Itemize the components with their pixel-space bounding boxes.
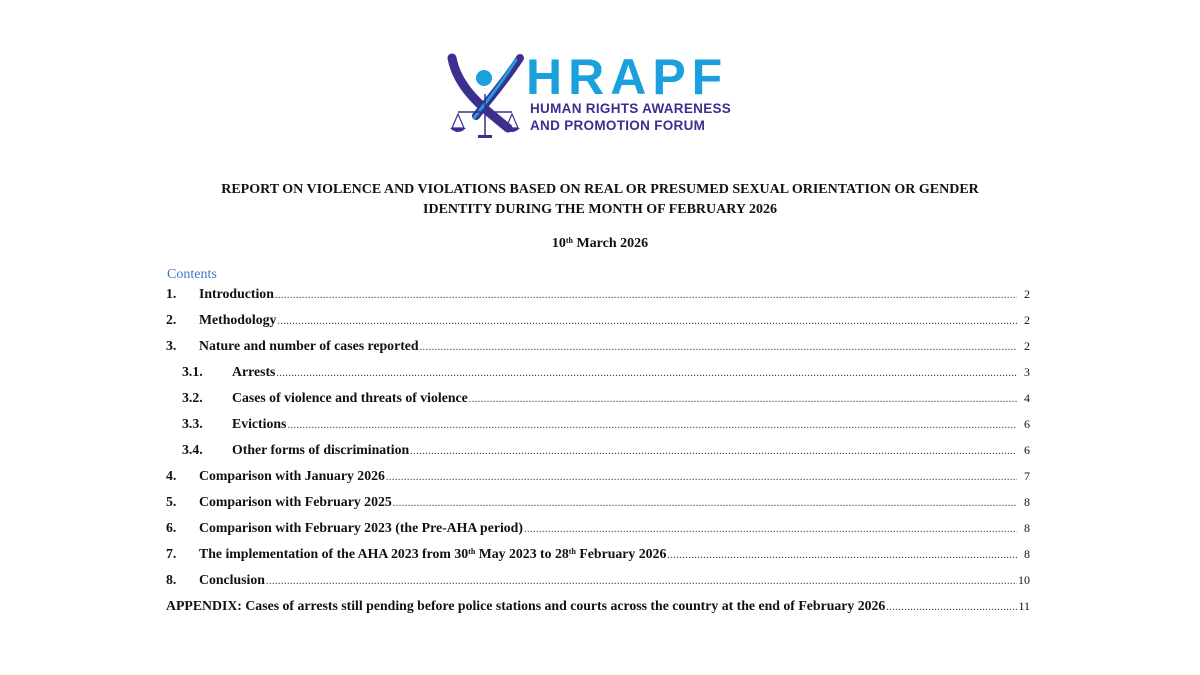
toc-dot-leader: [410, 446, 1017, 457]
toc-item-label: Introduction: [199, 286, 274, 301]
toc-item-implementation-aha[interactable]: [166, 546, 1030, 572]
toc-item-introduction[interactable]: [166, 286, 1030, 312]
toc-item-number: 3.3.: [182, 416, 203, 431]
toc-dot-leader: [386, 472, 1017, 483]
toc-page-number: 10: [1018, 573, 1030, 587]
toc-dot-leader: [287, 420, 1017, 431]
toc-item-number: 4.: [166, 468, 177, 483]
toc-item-violence[interactable]: [166, 390, 1030, 416]
toc-label-part: February 2026: [575, 546, 667, 561]
toc-page-number: 6: [1024, 417, 1030, 431]
toc-label-superscript: th: [468, 547, 476, 556]
toc-item-discrimination[interactable]: [166, 442, 1030, 468]
toc-page-number: 6: [1024, 443, 1030, 457]
toc-label-superscript: th: [568, 547, 576, 556]
toc-item-label: Nature and number of cases reported: [199, 338, 419, 353]
toc-dot-leader: [420, 342, 1017, 353]
toc-item-methodology[interactable]: [166, 312, 1030, 338]
toc-dot-leader: [276, 368, 1017, 379]
toc-item-number: 8.: [166, 572, 177, 587]
toc-page-number: 8: [1024, 495, 1030, 509]
toc-page-number: 7: [1024, 469, 1030, 483]
report-title-line2: IDENTITY DURING THE MONTH OF FEBRUARY 2026: [423, 202, 777, 217]
report-title-line1: REPORT ON VIOLENCE AND VIOLATIONS BASED ON REAL OR PRESUMED SEXUAL ORIENTATION OR GENDER: [221, 182, 979, 197]
toc-page-number: 4: [1024, 391, 1030, 405]
toc-page-number: 8: [1024, 547, 1030, 561]
toc-item-number: 2.: [166, 312, 177, 327]
toc-item-comparison-feb-2025[interactable]: [166, 494, 1030, 520]
toc-item-comparison-feb-2023[interactable]: [166, 520, 1030, 546]
toc-item-label: Evictions: [232, 416, 287, 431]
toc-page-number: 3: [1024, 365, 1030, 379]
toc-dot-leader: [524, 524, 1017, 535]
date-rest: March 2026: [572, 236, 649, 251]
toc-item-nature-of-cases[interactable]: [166, 338, 1030, 364]
toc-page-number: 2: [1024, 287, 1030, 301]
toc-label-part: The implementation of the AHA 2023 from 30: [199, 546, 469, 561]
logo-tagline-line1: HUMAN RIGHTS AWARENESS: [530, 101, 732, 116]
toc-item-label: Cases of violence and threats of violence: [232, 390, 468, 405]
toc-dot-leader: [266, 576, 1017, 587]
hrapf-emblem-icon: [446, 50, 526, 140]
toc-page-number: 2: [1024, 339, 1030, 353]
toc-item-label: Methodology: [199, 312, 277, 327]
toc-page-number: 2: [1024, 313, 1030, 327]
toc-item-arrests[interactable]: [166, 364, 1030, 390]
toc-dot-leader: [393, 498, 1017, 509]
toc-item-appendix[interactable]: [166, 598, 1030, 624]
toc-dot-leader: [886, 602, 1017, 613]
toc-item-number: 1.: [166, 286, 177, 301]
toc-dot-leader: [275, 290, 1017, 301]
toc-item-number: 7.: [166, 546, 177, 561]
toc-page-number: 11: [1018, 599, 1030, 613]
logo-brand-text: HRAPF: [526, 49, 729, 105]
toc-item-evictions[interactable]: [166, 416, 1030, 442]
toc-item-label: Comparison with January 2026: [199, 468, 385, 483]
date-suffix: th: [565, 236, 573, 245]
toc-item-number: 3.2.: [182, 390, 203, 405]
hrapf-logo: [446, 50, 756, 142]
appendix-text: Cases of arrests still pending before police stations and courts across the country at the end of February 2026: [241, 598, 886, 613]
toc-item-label: Comparison with February 2023 (the Pre-AHA period): [199, 520, 523, 535]
appendix-lead: APPENDIX:: [166, 598, 242, 613]
toc-item-comparison-january[interactable]: [166, 468, 1030, 494]
logo-tagline-line2: AND PROMOTION FORUM: [530, 118, 706, 133]
toc-item-number: 5.: [166, 494, 177, 509]
report-title: [150, 180, 1050, 220]
toc-dot-leader: [277, 316, 1017, 327]
toc-item-conclusion[interactable]: [166, 572, 1030, 598]
toc-item-label: Comparison with February 2025: [199, 494, 392, 509]
toc-item-number: 3.: [166, 338, 177, 353]
toc-item-label: Other forms of discrimination: [232, 442, 410, 457]
toc-item-number: 3.1.: [182, 364, 203, 379]
toc-dot-leader: [667, 550, 1017, 561]
toc-item-number: 3.4.: [182, 442, 203, 457]
table-of-contents: [166, 286, 1030, 624]
toc-item-label: [166, 598, 885, 614]
toc-dot-leader: [469, 394, 1017, 405]
toc-item-label: Arrests: [232, 364, 276, 379]
toc-item-label: [199, 546, 666, 562]
toc-label-part: May 2023 to 28: [475, 546, 569, 561]
toc-page-number: 8: [1024, 521, 1030, 535]
report-date: [150, 232, 1050, 253]
contents-heading: Contents: [167, 267, 217, 282]
toc-item-number: 6.: [166, 520, 177, 535]
date-day: 10: [551, 236, 566, 251]
toc-item-label: Conclusion: [199, 572, 265, 587]
